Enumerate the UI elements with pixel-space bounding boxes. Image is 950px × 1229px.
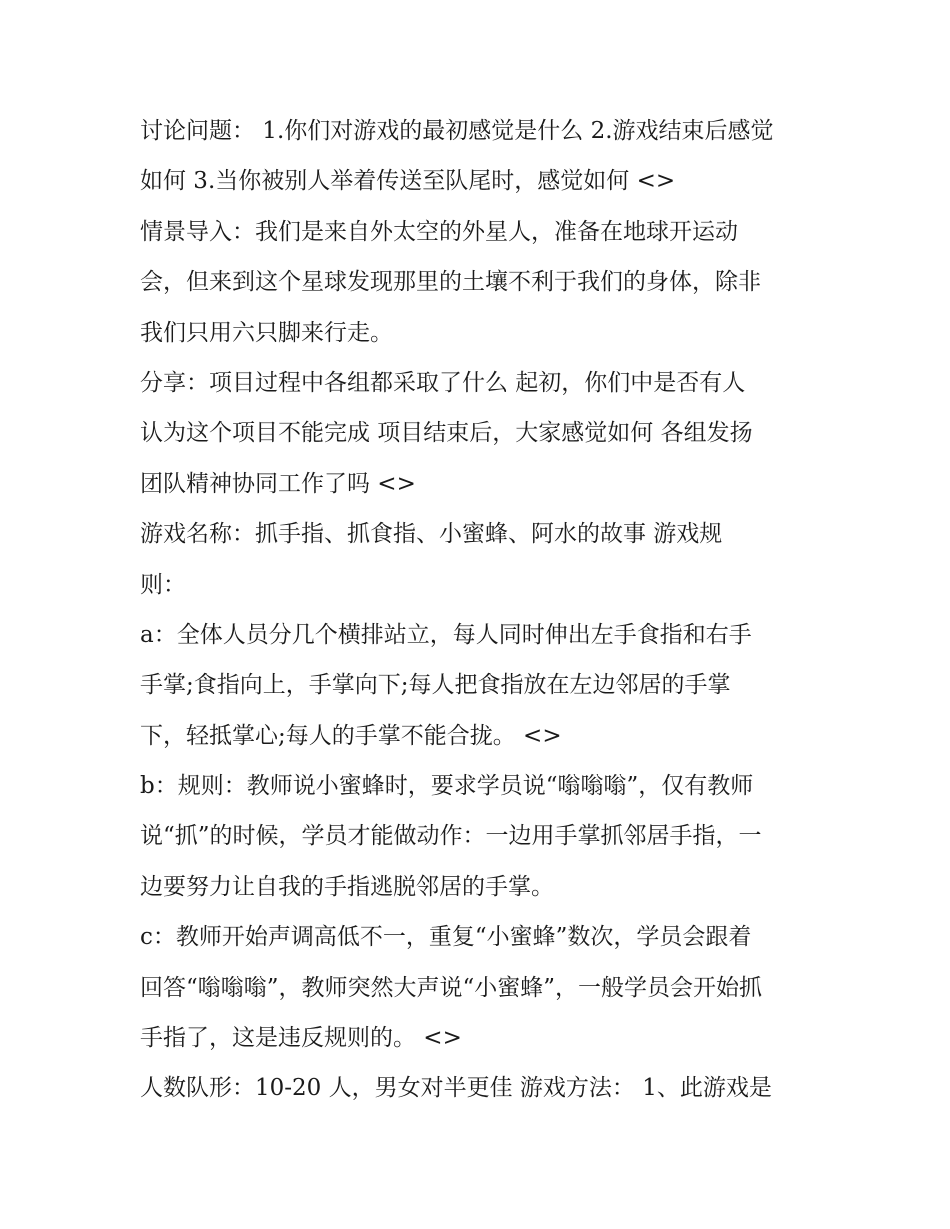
- text-line: 手指了，这是违反规则的。 <>: [140, 1025, 462, 1052]
- text-line: 如何 3.当你被别人举着传送至队尾时，感觉如何 <>: [140, 168, 676, 195]
- text-line: 会，但来到这个星球发现那里的土壤不利于我们的身体，除非: [140, 269, 761, 296]
- text-line: 回答“嗡嗡嗡”，教师突然大声说“小蜜蜂”，一般学员会开始抓: [140, 974, 763, 1001]
- text-line: b：规则：教师说小蜜蜂时，要求学员说“嗡嗡嗡”，仅有教师: [140, 773, 754, 800]
- text-line: 我们只用六只脚来行走。: [140, 319, 393, 346]
- text-line: 团队精神协同工作了吗 <>: [140, 470, 416, 497]
- text-line: 讨论问题： 1.你们对游戏的最初感觉是什么 2.游戏结束后感觉: [140, 118, 774, 144]
- document-body: [140, 106, 820, 1114]
- text-line: 手掌;食指向上，手掌向下;每人把食指放在左边邻居的手掌: [140, 672, 731, 699]
- text-line: 下，轻抵掌心;每人的手掌不能合拢。 <>: [140, 722, 562, 749]
- text-line: 则：: [140, 571, 186, 598]
- text-line: 情景导入：我们是来自外太空的外星人，准备在地球开运动: [140, 218, 738, 245]
- text-line: 认为这个项目不能完成 项目结束后，大家感觉如何 各组发扬: [140, 420, 753, 447]
- text-line: 游戏名称：抓手指、抓食指、小蜜蜂、阿水的故事 游戏规: [140, 521, 723, 548]
- text-line: 说“抓”的时候，学员才能做动作：一边用手掌抓邻居手指，一: [140, 823, 762, 850]
- text-line: 人数队形：10-20 人，男女对半更佳 游戏方法： 1、此游戏是: [140, 1075, 772, 1102]
- text-line: 分享：项目过程中各组都采取了什么 起初，你们中是否有人: [140, 369, 746, 396]
- text-line: c：教师开始声调高低不一，重复“小蜜蜂”数次，学员会跟着: [140, 924, 752, 951]
- text-line: 边要努力让自我的手指逃脱邻居的手掌。: [140, 873, 554, 900]
- text-line: a：全体人员分几个横排站立，每人同时伸出左手食指和右手: [140, 621, 752, 648]
